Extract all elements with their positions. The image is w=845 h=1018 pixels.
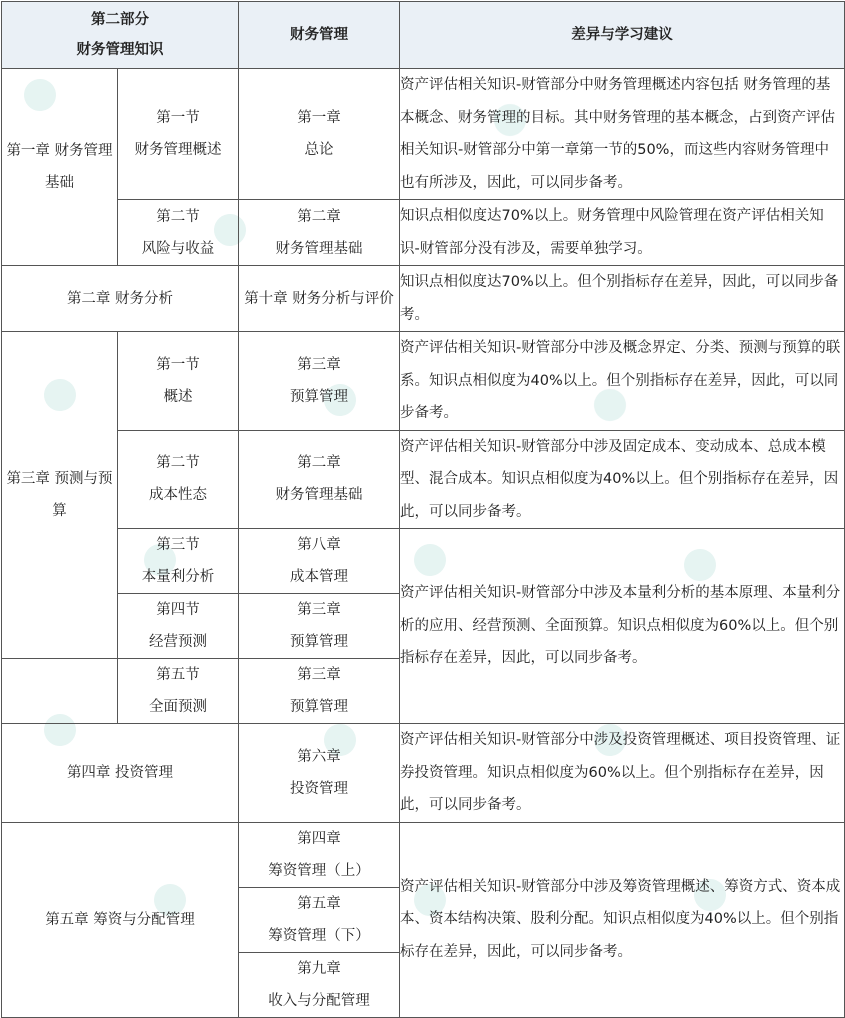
note-cell: 资产评估相关知识-财管部分中涉及投资管理概述、项目投资管理、证券投资管理。知识点相似度为60%以上。但个别指标存在差异，因此，可以同步备考。 [400, 724, 845, 823]
section-number: 第一节 [156, 110, 200, 126]
header-row [2, 2, 845, 69]
table-row [2, 430, 845, 529]
section-name: 风险与收益 [141, 240, 215, 257]
chapter-number: 第二章 [297, 455, 341, 472]
chapter-number: 第三章 [297, 602, 341, 618]
part-cell: 第五章 筹资与分配管理 [2, 822, 239, 1017]
chapter-name: 财务管理基础 [275, 240, 363, 257]
section-number: 第四节 [156, 602, 200, 618]
chapter-cell [239, 659, 400, 724]
section-name: 财务管理概述 [134, 142, 222, 158]
part-cell: 第一章 财务管理基础 [2, 69, 118, 266]
chapter-name: 预算管理 [290, 699, 348, 715]
chapter-number: 第九章 [297, 960, 341, 977]
section-number: 第二节 [156, 208, 200, 225]
chapter-cell [239, 822, 400, 887]
chapter-cell [239, 200, 400, 266]
header-part-line2: 财务管理知识 [76, 42, 164, 58]
comparison-table [1, 1, 845, 1018]
chapter-cell [239, 724, 400, 823]
note-cell: 资产评估相关知识-财管部分中涉及本量利分析的基本原理、本量利分析的应用、经营预测、全面预算。知识点相似度为60%以上。但个别指标存在差异，因此，可以同步备考。 [400, 529, 845, 724]
section-cell [118, 430, 239, 529]
header-finance: 财务管理 [239, 2, 400, 69]
table-row [2, 266, 845, 332]
chapter-name: 筹资管理（下） [268, 927, 370, 944]
chapter-name: 预算管理 [290, 634, 348, 650]
section-cell [118, 200, 239, 266]
chapter-name: 预算管理 [290, 388, 348, 405]
section-cell [118, 529, 239, 594]
table-row [2, 69, 845, 200]
chapter-number: 第六章 [297, 748, 341, 765]
part-cell: 第四章 投资管理 [2, 724, 239, 823]
chapter-number: 第三章 [297, 667, 341, 683]
header-notes: 差异与学习建议 [400, 2, 845, 69]
chapter-name: 总论 [304, 142, 334, 158]
note-cell: 知识点相似度达70%以上。财务管理中风险管理在资产评估相关知识-财管部分没有涉及，需要单独学习。 [400, 200, 845, 266]
section-name: 概述 [163, 388, 193, 405]
table-row [2, 529, 845, 594]
chapter-name: 投资管理 [290, 780, 348, 797]
section-cell [118, 659, 239, 724]
chapter-cell: 第十章 财务分析与评价 [239, 266, 400, 332]
chapter-name: 成本管理 [290, 569, 348, 585]
chapter-number: 第四章 [297, 830, 341, 847]
note-cell: 资产评估相关知识-财管部分中涉及筹资管理概述、筹资方式、资本成本、资本结构决策、股利分配。知识点相似度为40%以上。但个别指标存在差异，因此，可以同步备考。 [400, 822, 845, 1017]
chapter-cell [239, 887, 400, 952]
section-name: 经营预测 [149, 634, 207, 650]
chapter-cell [239, 529, 400, 594]
chapter-number: 第二章 [297, 208, 341, 225]
section-cell [118, 594, 239, 659]
table-row [2, 200, 845, 266]
chapter-cell [239, 430, 400, 529]
chapter-cell [239, 69, 400, 200]
section-number: 第三节 [156, 537, 200, 553]
chapter-cell [239, 594, 400, 659]
section-name: 本量利分析 [141, 569, 215, 585]
section-name: 成本性态 [149, 487, 207, 504]
section-cell [118, 69, 239, 200]
chapter-number: 第五章 [297, 895, 341, 912]
note-cell: 资产评估相关知识-财管部分中涉及概念界定、分类、预测与预算的联系。知识点相似度为40%以上。但个别指标存在差异，因此，可以同步备考。 [400, 332, 845, 431]
part-cell: 第三章 预测与预算 [2, 332, 118, 659]
table-row [2, 332, 845, 431]
header-part [2, 2, 239, 69]
chapter-name: 筹资管理（上） [268, 862, 370, 879]
note-cell: 资产评估相关知识-财管部分中财务管理概述内容包括 财务管理的基本概念、财务管理的目标。其中财务管理的基本概念，占到资产评估相关知识-财管部分中第一章第一节的50%，而这些内容财务管理中也有所涉及，因此，可以同步备考。 [400, 69, 845, 200]
section-number: 第五节 [156, 667, 200, 683]
section-cell [118, 332, 239, 431]
section-number: 第一节 [156, 356, 200, 373]
note-cell: 知识点相似度达70%以上。但个别指标存在差异，因此，可以同步备考。 [400, 266, 845, 332]
chapter-name: 收入与分配管理 [268, 992, 370, 1009]
chapter-cell [239, 332, 400, 431]
chapter-cell [239, 952, 400, 1017]
section-number: 第二节 [156, 455, 200, 472]
header-part-line1: 第二部分 [91, 12, 149, 28]
table-row [2, 822, 845, 887]
chapter-name: 财务管理基础 [275, 487, 363, 504]
table-row [2, 724, 845, 823]
note-cell: 资产评估相关知识-财管部分中涉及固定成本、变动成本、总成本模型、混合成本。知识点相似度为40%以上。但个别指标存在差异，因此，可以同步备考。 [400, 430, 845, 529]
chapter-number: 第三章 [297, 356, 341, 373]
empty-cell [2, 659, 118, 724]
part-cell: 第二章 财务分析 [2, 266, 239, 332]
chapter-number: 第八章 [297, 537, 341, 553]
chapter-number: 第一章 [297, 110, 341, 126]
section-name: 全面预测 [149, 699, 207, 715]
